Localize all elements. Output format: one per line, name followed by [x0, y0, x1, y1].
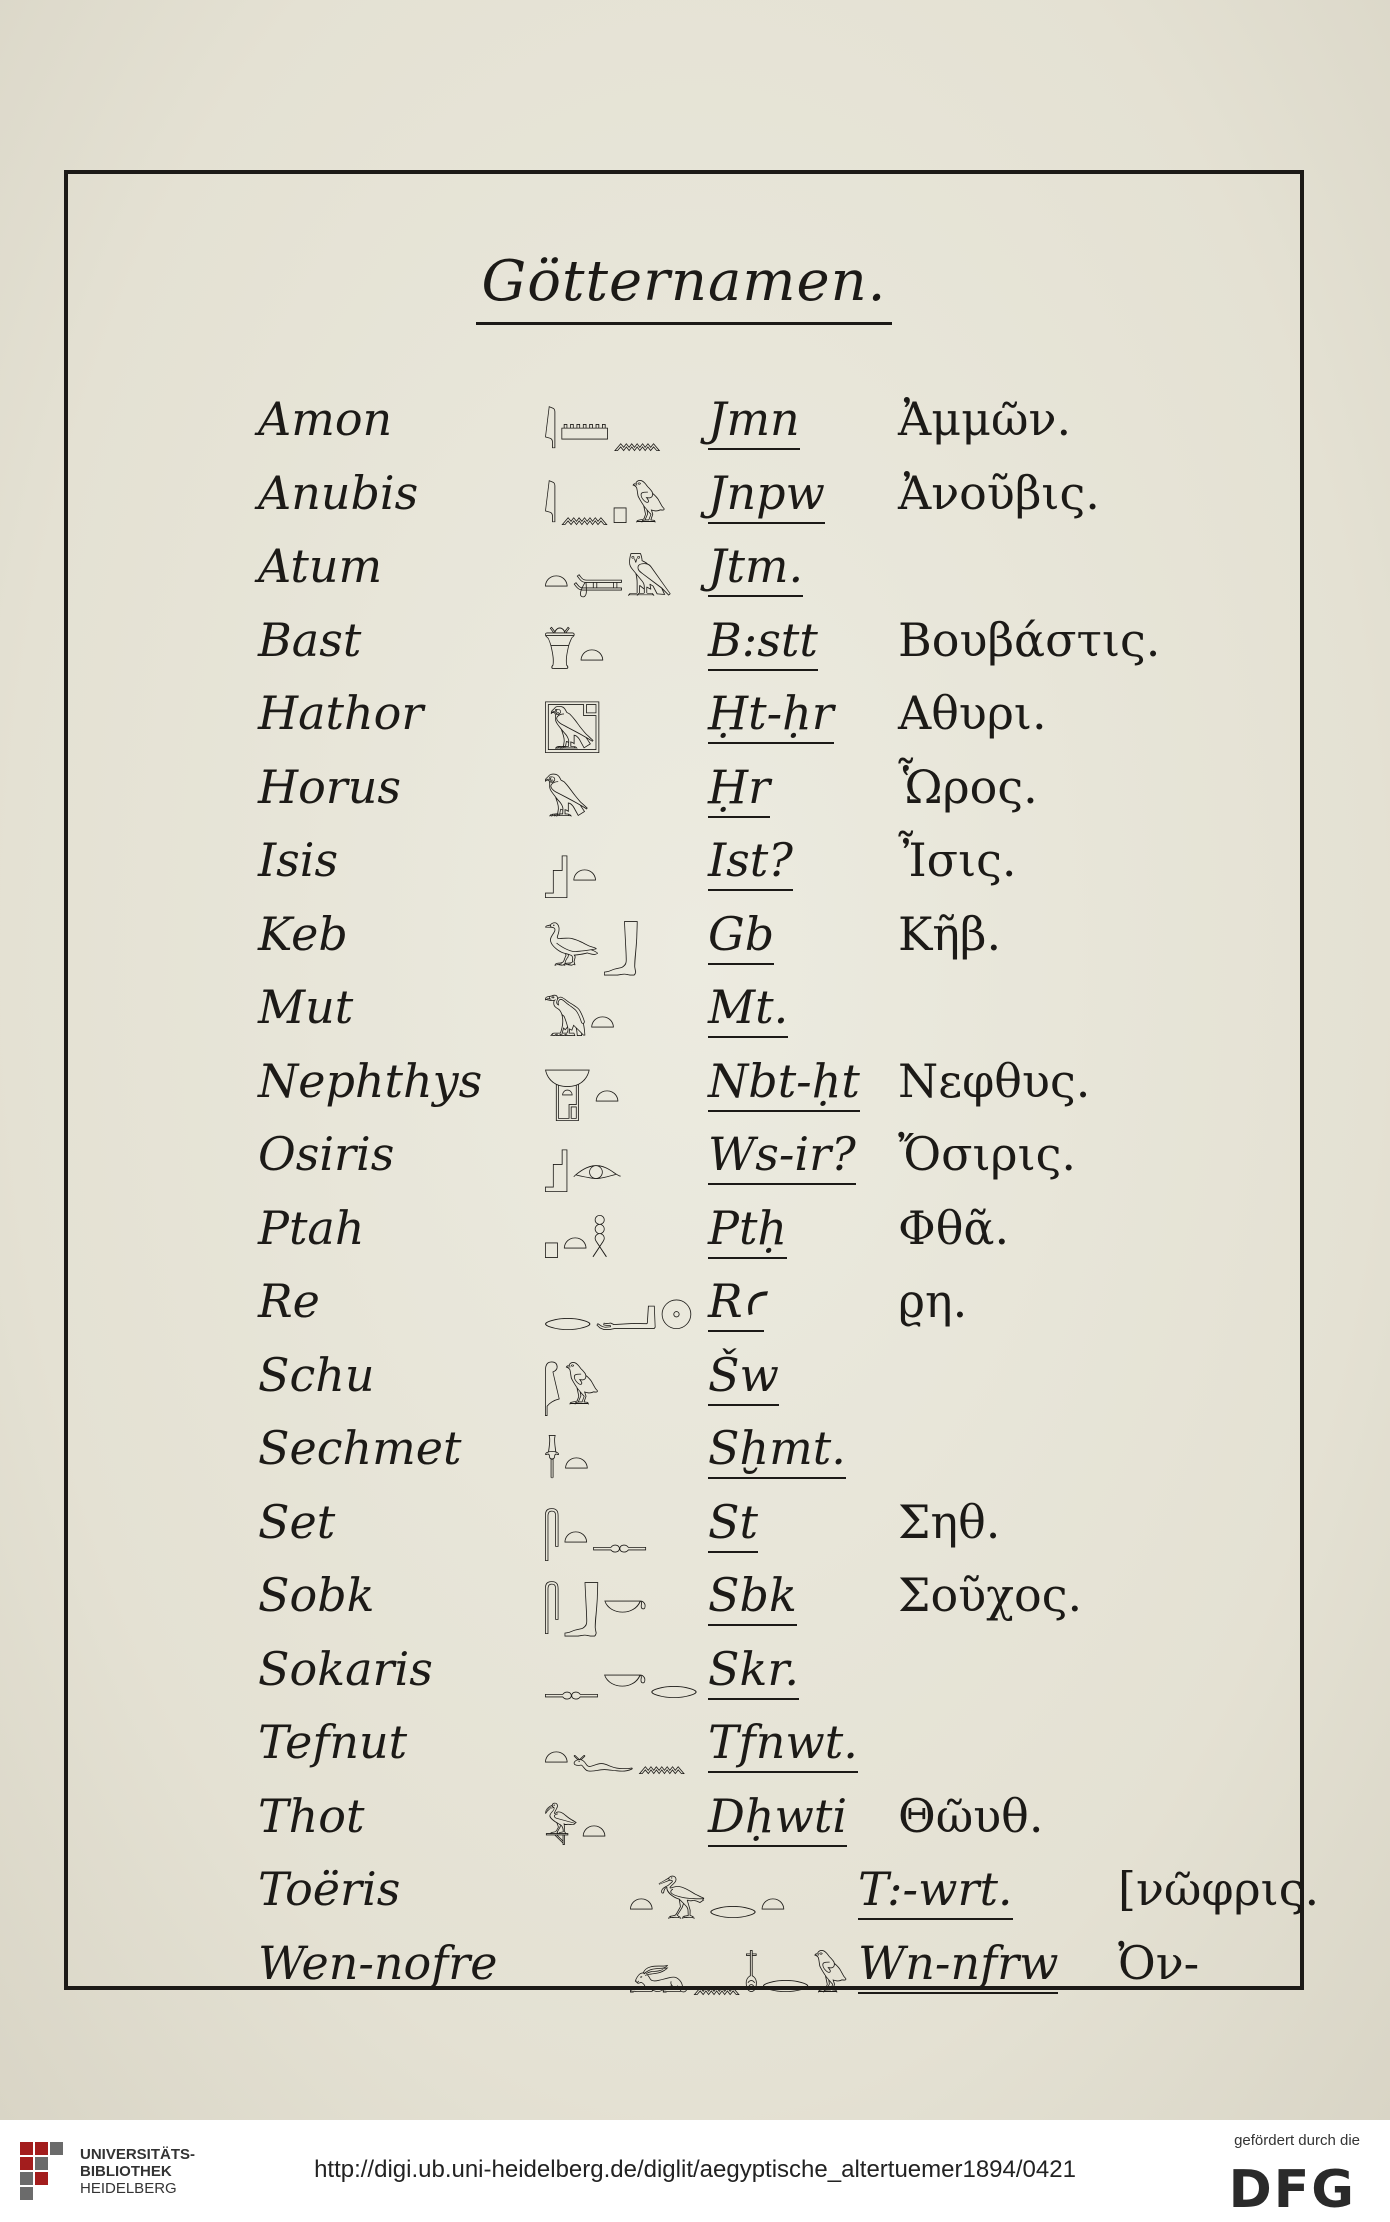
god-translit: Nbt-ḥt — [708, 1054, 860, 1112]
hieroglyph-group: 𓋴𓃀𓎡 — [543, 1585, 650, 1634]
hieroglyph-group: 𓉡 — [543, 703, 604, 752]
god-greek: Ἀμμῶν. — [898, 392, 1072, 446]
god-translit: Ws-ir? — [708, 1127, 856, 1185]
god-translit: Dḥwti — [708, 1789, 847, 1847]
list-item — [68, 1119, 1300, 1193]
hieroglyph-group: 𓏏𓍃𓅓 — [543, 556, 675, 605]
page-title: Götternamen. — [476, 249, 893, 325]
god-name: Amon — [258, 392, 393, 446]
hieroglyph-group: 𓋴𓏏𓊃 — [543, 1511, 651, 1561]
god-translit: Skr. — [708, 1642, 799, 1700]
list-item — [68, 1413, 1300, 1487]
hieroglyph-group: 𓅐𓏏 — [543, 997, 618, 1046]
god-name: Set — [258, 1494, 336, 1549]
god-greek: Αθυρι. — [898, 686, 1047, 740]
god-name: Re — [258, 1274, 320, 1328]
god-name: Bast — [258, 612, 362, 667]
list-item — [68, 1046, 1300, 1120]
page-frame — [64, 170, 1320, 2002]
god-greek: [νῶφρις. — [1118, 1862, 1320, 1916]
list-item — [68, 1487, 1300, 1561]
god-greek: Φθᾶ. — [898, 1200, 1010, 1255]
god-translit: B:stt — [708, 613, 818, 671]
god-name: Atum — [258, 539, 383, 593]
hieroglyph-group: 𓂋𓂝𓇳 — [543, 1291, 696, 1340]
hieroglyph-group: 𓊨𓁹 — [543, 1144, 625, 1193]
library-name-line2: BIBLIOTHEK — [80, 2163, 172, 2180]
god-greek: Κῆβ. — [898, 906, 1002, 961]
hieroglyph-group: 𓇋𓏠𓈖 — [543, 409, 665, 458]
god-translit: Šw — [708, 1348, 779, 1406]
god-translit: Ist? — [708, 833, 793, 891]
god-translit: Ḥt-ḥr — [708, 686, 834, 744]
list-item — [68, 531, 1300, 605]
god-translit: Jtm. — [708, 539, 803, 597]
god-greek: Σηθ. — [898, 1494, 1001, 1549]
list-item — [68, 1266, 1300, 1340]
god-name: Tefnut — [258, 1715, 408, 1769]
list-item — [68, 899, 1300, 973]
list-item — [68, 678, 1300, 752]
dfg-logo: DFG — [1228, 2160, 1356, 2220]
list-item — [68, 972, 1300, 1046]
hieroglyph-group: 𓌂𓏏 — [543, 1438, 592, 1487]
list-item — [68, 1707, 1300, 1781]
god-translit: Tfnwt. — [708, 1715, 858, 1773]
god-name: Wen-nofre — [258, 1935, 498, 1990]
hieroglyph-group: 𓆄𓅱 — [543, 1364, 602, 1414]
funded-by-label: gefördert durch die — [1234, 2132, 1360, 2149]
hieroglyph-group: 𓃹𓈖𓄤𓂋𓅱 — [628, 1952, 851, 2002]
god-translit: Jnpw — [708, 466, 825, 524]
list-item — [68, 1560, 1300, 1634]
god-name: Sechmet — [258, 1421, 462, 1475]
god-translit: Sbk — [708, 1568, 797, 1626]
god-greek: Ἶσις. — [898, 833, 1017, 887]
god-name: Horus — [258, 759, 402, 814]
list-item — [68, 1854, 1320, 1928]
library-name-line3: HEIDELBERG — [80, 2180, 177, 2197]
god-name: Anubis — [258, 465, 419, 520]
hieroglyph-group: 𓏏𓅡𓂋𓏏 — [628, 1879, 789, 1928]
god-greek: Ὧρος. — [898, 759, 1038, 814]
god-translit: St — [708, 1495, 758, 1553]
god-greek: Ὀν- — [1118, 1935, 1200, 1990]
god-translit: Mt. — [708, 980, 788, 1038]
source-url-link[interactable]: http://digi.ub.uni-heidelberg.de/diglit/aegyptische_altertuemer1894/0421 — [314, 2156, 1076, 2183]
god-translit: Rꜥ — [708, 1274, 764, 1332]
hieroglyph-group: 𓇋𓈖𓊪𓅱 — [543, 482, 669, 532]
list-item — [68, 384, 1300, 458]
god-greek: Ἀνοῦβις. — [898, 465, 1100, 520]
page-title-wrap — [68, 249, 1300, 314]
god-translit: Sḫmt. — [708, 1421, 846, 1479]
hieroglyph-group: 𓊨𓏏 — [543, 850, 600, 899]
hieroglyph-group: 𓎯𓏏 — [543, 629, 608, 679]
list-item — [68, 1193, 1300, 1267]
god-name: Thot — [258, 1788, 365, 1843]
god-translit: Gb — [708, 907, 774, 965]
hieroglyph-group: 𓊃𓎡𓂋 — [543, 1658, 701, 1708]
hieroglyph-group: 𓊪𓏏𓎛 — [543, 1217, 611, 1267]
god-translit: Ptḥ — [708, 1201, 787, 1259]
god-translit: Jmn — [708, 392, 800, 450]
list-item — [68, 1634, 1300, 1708]
hieroglyph-group: 𓏏𓆑𓈖 — [543, 1732, 689, 1781]
god-greek: Νεφθυς. — [898, 1053, 1091, 1108]
hieroglyph-group: 𓉠𓏏 — [543, 1070, 623, 1120]
hieroglyph-group: 𓅬𓃀 — [543, 923, 642, 973]
god-name: Isis — [258, 833, 339, 887]
god-translit: Ḥr — [708, 760, 770, 818]
list-item — [68, 1340, 1300, 1414]
footer-bar — [0, 2120, 1390, 2222]
god-name: Toëris — [258, 1862, 401, 1916]
list-item — [68, 605, 1300, 679]
god-greek: Βουβάστις. — [898, 612, 1161, 667]
god-name: Keb — [258, 906, 348, 961]
list-item — [68, 458, 1300, 532]
god-greek: Σοῦχος. — [898, 1568, 1083, 1622]
god-name: Sokaris — [258, 1641, 433, 1696]
library-name-line1: UNIVERSITÄTS- — [80, 2146, 196, 2163]
god-name: Osiris — [258, 1127, 395, 1181]
god-name: Hathor — [258, 686, 424, 740]
god-greek: Θῶυθ. — [898, 1788, 1044, 1843]
god-name: Schu — [258, 1347, 375, 1402]
god-names-list — [68, 384, 1320, 2002]
list-item — [68, 1928, 1300, 2002]
god-translit: Wn-nfrw — [858, 1936, 1058, 1994]
god-name: Ptah — [258, 1200, 365, 1255]
god-translit: T:-wrt. — [858, 1862, 1013, 1920]
god-name: Mut — [258, 980, 354, 1034]
god-name: Sobk — [258, 1568, 375, 1622]
list-item — [68, 752, 1300, 826]
god-greek: Ὄσιρις. — [898, 1127, 1077, 1181]
god-greek: ϱη. — [898, 1274, 968, 1328]
hieroglyph-group: 𓅝𓏏 — [543, 1805, 610, 1855]
god-name: Nephthys — [258, 1053, 483, 1108]
list-item — [68, 1781, 1300, 1855]
hieroglyph-group: 𓅃 — [543, 776, 592, 826]
list-item — [68, 825, 1300, 899]
